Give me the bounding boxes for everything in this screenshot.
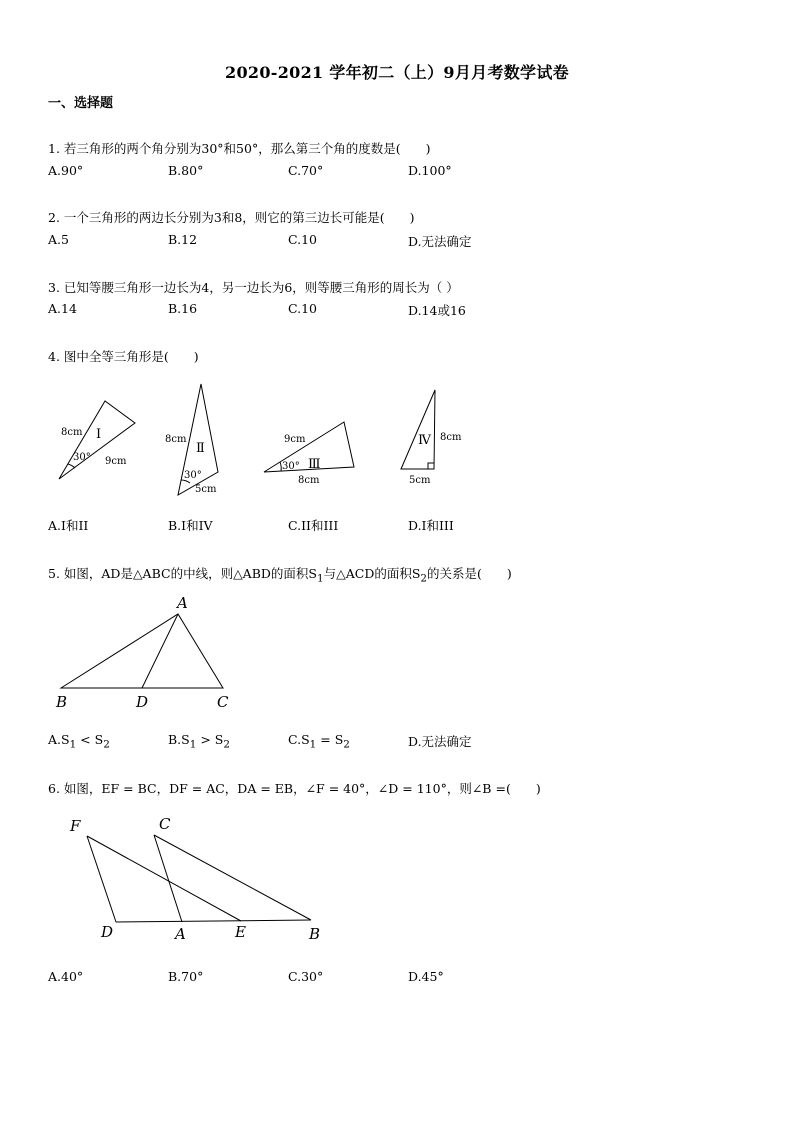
t2-numeral: Ⅱ xyxy=(196,441,205,456)
segment-fe xyxy=(87,836,241,921)
q3-option-a[interactable]: A.14 xyxy=(48,301,77,316)
segment-fd xyxy=(87,836,116,922)
q2-option-c[interactable]: C.10 xyxy=(288,232,317,247)
q2-option-b[interactable]: B.12 xyxy=(168,232,198,247)
q3-option-d[interactable]: D.14或16 xyxy=(408,303,466,318)
q3-option-c[interactable]: C.10 xyxy=(288,301,317,316)
line-db xyxy=(116,920,311,922)
label-f: F xyxy=(70,817,81,835)
question-1: 1. 若三角形的两个角分别为30°和50°，那么第三个角的度数是( ) xyxy=(48,141,431,156)
figure-6-triangles xyxy=(0,805,794,950)
q1-option-b[interactable]: B.80° xyxy=(168,163,204,178)
t4-side-a: 8cm xyxy=(440,432,462,443)
question-2: 2. 一个三角形的两边长分别为3和8，则它的第三边长可能是( ) xyxy=(48,210,415,225)
t1-numeral: Ⅰ xyxy=(96,427,102,442)
q2-option-a[interactable]: A.5 xyxy=(48,232,69,247)
q4-option-d[interactable]: D.I和III xyxy=(408,518,454,533)
t1-angle: 30° xyxy=(73,452,91,463)
q4-option-c[interactable]: C.II和III xyxy=(288,518,339,533)
q5-option-b[interactable]: $B.S_1 > S_2$ xyxy=(168,732,230,751)
label-c6: C xyxy=(159,815,171,833)
question-6: 6. 如图，EF = BC，DF = AC，DA = EB，∠F = 40°，∠D = 110°，则∠B =( ) xyxy=(48,781,541,796)
question-4: 4. 图中全等三角形是( ) xyxy=(48,349,199,364)
t2-side-b: 5cm xyxy=(195,484,217,495)
t1-side-b: 9cm xyxy=(105,456,127,467)
triangle-1-angle-arc xyxy=(68,464,75,468)
t4-numeral: Ⅳ xyxy=(418,433,431,448)
label-d6: D xyxy=(101,923,114,941)
page-title: 2020-2021 学年初二（上）9月月考数学试卷 xyxy=(225,63,569,82)
q5-option-a[interactable]: $A.S_1 < S_2$ xyxy=(48,732,110,751)
q6-option-b[interactable]: B.70° xyxy=(168,969,204,984)
t1-side-a: 8cm xyxy=(61,427,83,438)
question-3: 3. 已知等腰三角形一边长为4，另一边长为6，则等腰三角形的周长为（ ） xyxy=(48,280,459,295)
section-heading: 一、选择题 xyxy=(48,96,114,111)
q6-option-a[interactable]: A.40° xyxy=(48,969,84,984)
t4-side-b: 5cm xyxy=(409,475,431,486)
label-a: A xyxy=(177,594,188,612)
q6-option-d[interactable]: D.45° xyxy=(408,969,444,984)
q5-option-c[interactable]: $C.S_1 = S_2$ xyxy=(288,732,350,751)
q6-option-c[interactable]: C.30° xyxy=(288,969,324,984)
t2-side-a: 8cm xyxy=(165,434,187,445)
q4-option-a[interactable]: A.I和II xyxy=(48,518,89,533)
question-5: 5. 如图，AD是△ABC的中线，则△ABD的面积$S_1$与△ACD的面积$S_2$的关系是( ) xyxy=(48,566,512,585)
q1-option-a[interactable]: A.90° xyxy=(48,163,84,178)
label-b6: B xyxy=(309,925,321,943)
triangle-4-right-angle-mark xyxy=(428,463,434,469)
q2-option-d[interactable]: D.无法确定 xyxy=(408,234,472,249)
label-e6: E xyxy=(235,923,246,941)
q1-option-d[interactable]: D.100° xyxy=(408,163,452,178)
t3-side-a: 9cm xyxy=(284,434,306,445)
label-d: D xyxy=(136,693,149,711)
q5-option-d[interactable]: D.无法确定 xyxy=(408,734,472,749)
label-b: B xyxy=(56,693,68,711)
t3-numeral: Ⅲ xyxy=(308,457,321,472)
triangle-4 xyxy=(401,390,435,469)
t3-side-b: 8cm xyxy=(298,475,320,486)
figure-4-triangles xyxy=(0,370,794,510)
t3-angle: 30° xyxy=(282,461,300,472)
t2-angle: 30° xyxy=(184,470,202,481)
label-c: C xyxy=(217,693,229,711)
label-a6: A xyxy=(175,925,186,943)
q1-option-c[interactable]: C.70° xyxy=(288,163,324,178)
triangle-abc xyxy=(61,614,223,688)
q4-option-b[interactable]: B.I和IV xyxy=(168,518,213,533)
q3-option-b[interactable]: B.16 xyxy=(168,301,198,316)
figure-5-triangle-abc xyxy=(0,590,794,720)
